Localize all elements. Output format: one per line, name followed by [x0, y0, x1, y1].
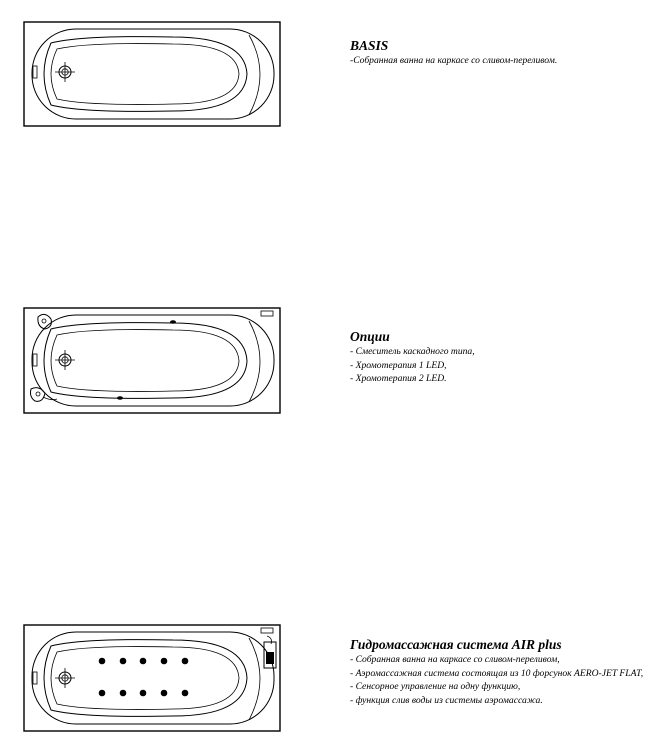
list-item: - Смеситель каскадного типа,: [350, 346, 475, 357]
bathtub-options-svg: [23, 307, 281, 414]
feature-list: [350, 653, 650, 707]
list-item: - Хромотерапия 2 LED.: [350, 373, 447, 384]
bathtub-drawing-basis: [23, 21, 281, 127]
drain-icon: [55, 350, 75, 370]
air-jet-icon: [182, 658, 189, 665]
bathtub-drawing-air-plus: [23, 624, 281, 732]
feature-list: [350, 54, 650, 68]
led-light-icon: [117, 396, 123, 400]
bathtub-basis-svg: [23, 21, 281, 127]
list-item: - Сенсорное управление на одну функцию,: [350, 681, 521, 692]
air-jet-icon: [140, 658, 147, 665]
mixer-icon: [38, 314, 52, 329]
bathtub-air-plus-svg: [23, 624, 281, 732]
list-item: - Аэромассажная система состоящая из 10 форсунок AERO-JET FLAT,: [350, 667, 644, 679]
bathtub-drawing-options: [23, 307, 281, 414]
list-item: - Хромотерапия 1 LED,: [350, 359, 447, 371]
list-item: - Собранная ванна на каркасе со сливом-переливом,: [350, 654, 560, 665]
air-jet-icon: [120, 658, 127, 665]
section-title: BASIS: [350, 38, 389, 53]
control-panel-icon: [261, 628, 276, 668]
air-jet-icon: [182, 690, 189, 697]
section-title: Опции: [350, 329, 390, 344]
feature-list: [350, 345, 650, 386]
air-jet-icon: [120, 690, 127, 697]
air-jet-icon: [140, 690, 147, 697]
text-block-air-plus: [350, 637, 650, 707]
led-light-icon: [170, 320, 176, 324]
text-block-options: [350, 329, 650, 386]
drain-icon: [55, 668, 75, 688]
air-jet-icon: [161, 690, 168, 697]
drain-icon: [55, 62, 75, 82]
section-title: Гидромассажная система AIR plus: [350, 637, 562, 652]
mixer-handle-icon: [31, 388, 58, 402]
text-block-basis: [350, 38, 650, 68]
list-item: - функция слив воды из системы аэромассажа.: [350, 694, 543, 706]
air-jet-icon: [161, 658, 168, 665]
list-item: -Собранная ванна на каркасе со сливом-переливом.: [350, 55, 558, 66]
air-jet-icon: [99, 690, 106, 697]
air-jet-icon: [99, 658, 106, 665]
